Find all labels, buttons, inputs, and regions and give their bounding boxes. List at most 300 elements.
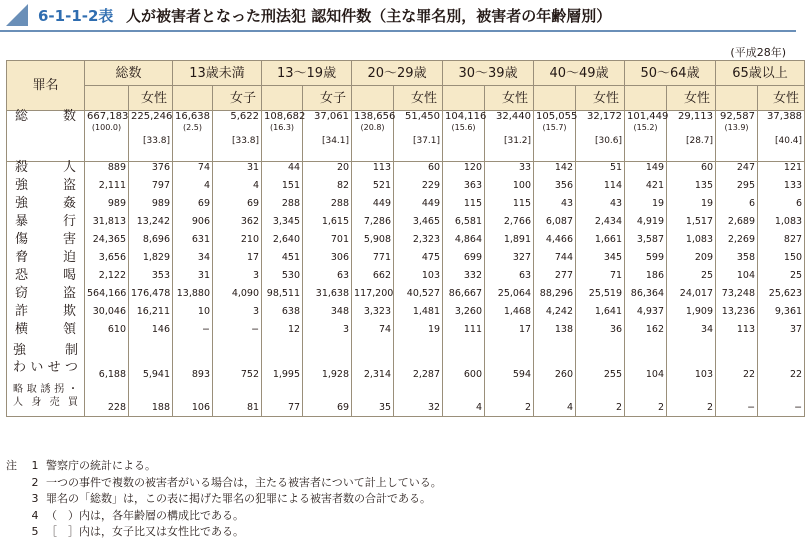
table-cell: 121 (758, 162, 805, 181)
cell-value: 101,449 (627, 111, 669, 122)
table-cell: 228 (85, 383, 129, 417)
header-female-label: 女性 (129, 86, 173, 111)
table-cell: 32 (394, 383, 443, 417)
table-body (7, 111, 805, 417)
table-cell: 69 (173, 198, 213, 216)
table-cell: 31 (213, 162, 262, 181)
table-cell: 17 (485, 324, 534, 342)
table-cell: 19 (667, 198, 716, 216)
table-cell: 2 (485, 383, 534, 417)
cell-value: 29,113 (678, 111, 714, 122)
table-cell: 6,188 (85, 342, 129, 383)
table-cell: 114 (576, 180, 625, 198)
table-cell: 2,269 (716, 234, 758, 252)
table-cell: 111 (443, 324, 485, 342)
cell-ratio: (15.2) (633, 123, 658, 132)
cell-value: 16,638 (175, 111, 211, 122)
header-total-blank (85, 86, 129, 111)
cell-value: 138,656 (354, 111, 396, 122)
table-cell: 4,242 (534, 306, 576, 324)
table-row (7, 342, 805, 383)
table-cell: 162 (625, 324, 667, 342)
table-cell: 210 (213, 234, 262, 252)
table-cell: 2,323 (394, 234, 443, 252)
table-cell: 43 (576, 198, 625, 216)
table-cell (576, 111, 625, 162)
table-cell: 40,527 (394, 288, 443, 306)
row-name: 総数 (7, 111, 85, 162)
table-cell: 51 (576, 162, 625, 181)
table-cell: 3,323 (352, 306, 394, 324)
table-cell: 2,689 (716, 216, 758, 234)
table-cell (213, 111, 262, 162)
table-cell: 74 (173, 162, 213, 181)
table-cell: 1,517 (667, 216, 716, 234)
table-cell: 1,995 (262, 342, 303, 383)
table-row (7, 288, 805, 306)
table-cell (352, 111, 394, 162)
table-cell: 4,466 (534, 234, 576, 252)
unit-label: (平成28年) (730, 46, 786, 59)
table-cell: 60 (667, 162, 716, 181)
table-cell: 356 (534, 180, 576, 198)
header-female-label: 女性 (758, 86, 805, 111)
header-age-group: 13歳未満 (173, 61, 262, 86)
table-cell: 104 (625, 342, 667, 383)
table-cell: 71 (576, 270, 625, 288)
table-cell: 797 (129, 180, 173, 198)
table-number: 6-1-1-2表 (38, 7, 114, 25)
table-cell: 3,656 (85, 252, 129, 270)
table-cell: 288 (303, 198, 352, 216)
table-cell: 631 (173, 234, 213, 252)
table-cell: 345 (576, 252, 625, 270)
table-cell: 13,242 (129, 216, 173, 234)
header-female-label: 女性 (485, 86, 534, 111)
table-cell: 17 (213, 252, 262, 270)
table-cell: 827 (758, 234, 805, 252)
cell-value: 667,183 (87, 111, 129, 122)
table-cell: 2 (667, 383, 716, 417)
table-cell: 63 (485, 270, 534, 288)
header-age-group: 30～39歳 (443, 61, 534, 86)
table-cell: 2,111 (85, 180, 129, 198)
table-cell: 229 (394, 180, 443, 198)
table-cell (394, 111, 443, 162)
table-cell: 6 (758, 198, 805, 216)
table-title: 人が被害者となった刑法犯 認知件数（主な罪名別，被害者の年齢層別） (126, 7, 612, 25)
header-total-blank (173, 86, 213, 111)
table-cell: 5,908 (352, 234, 394, 252)
cell-value: 32,440 (496, 111, 532, 122)
table-cell: 449 (394, 198, 443, 216)
table-cell: 1,909 (667, 306, 716, 324)
table-cell: 188 (129, 383, 173, 417)
cell-female-ratio: [40.4] (774, 136, 803, 146)
table-cell: 4 (443, 383, 485, 417)
table-cell: 31,638 (303, 288, 352, 306)
cell-ratio: (15.6) (451, 123, 476, 132)
cell-female-ratio: [33.8] (231, 136, 260, 146)
table-cell: 906 (173, 216, 213, 234)
table-cell: 4,937 (625, 306, 667, 324)
table-cell: 120 (443, 162, 485, 181)
cell-value: 37,388 (767, 111, 803, 122)
cell-ratio: (16.3) (270, 123, 295, 132)
table-cell: 2,287 (394, 342, 443, 383)
table-cell: 86,364 (625, 288, 667, 306)
table-cell: 22 (716, 342, 758, 383)
table-cell: 332 (443, 270, 485, 288)
table-cell: 7,286 (352, 216, 394, 234)
table-cell: 146 (129, 324, 173, 342)
table-cell: 1,641 (576, 306, 625, 324)
table-cell: 4 (213, 180, 262, 198)
table-cell: 893 (173, 342, 213, 383)
table-cell: 33 (485, 162, 534, 181)
table-cell: 25 (758, 270, 805, 288)
table-cell: 150 (758, 252, 805, 270)
note-item (6, 475, 442, 492)
table-cell: 135 (667, 180, 716, 198)
table-cell: 600 (443, 342, 485, 383)
row-name: 恐喝 (7, 270, 85, 288)
header-age-group: 20～29歳 (352, 61, 443, 86)
table-cell: 358 (716, 252, 758, 270)
table-row (7, 234, 805, 252)
table-cell: 4,919 (625, 216, 667, 234)
table-cell: 19 (625, 198, 667, 216)
table-cell: 9,361 (758, 306, 805, 324)
cell-female-ratio: [31.2] (503, 136, 532, 146)
table-cell: 771 (352, 252, 394, 270)
table-cell: 34 (173, 252, 213, 270)
row-name-line1: 強制 (13, 343, 78, 358)
table-cell (667, 111, 716, 162)
table-cell: 4,864 (443, 234, 485, 252)
table-cell: 20 (303, 162, 352, 181)
table-cell: 176,478 (129, 288, 173, 306)
header-age-group: 50～64歳 (625, 61, 716, 86)
cell-value: 225,246 (131, 111, 173, 122)
table-cell: 662 (352, 270, 394, 288)
table-cell: 12 (262, 324, 303, 342)
table-cell: 1,829 (129, 252, 173, 270)
row-name (7, 342, 85, 383)
header-female-label: 女性 (667, 86, 716, 111)
note-item (6, 491, 442, 508)
table-cell: 521 (352, 180, 394, 198)
table-cell: 113 (716, 324, 758, 342)
table-cell: 86,667 (443, 288, 485, 306)
table-cell: 113 (352, 162, 394, 181)
header-total-blank (352, 86, 394, 111)
notes (6, 458, 442, 541)
table-cell: 255 (576, 342, 625, 383)
row-name (7, 383, 85, 417)
table-cell: 1,661 (576, 234, 625, 252)
table-cell: 2,766 (485, 216, 534, 234)
table-cell: 3 (213, 270, 262, 288)
table-cell: 5,941 (129, 342, 173, 383)
table-cell: 701 (303, 234, 352, 252)
cell-ratio: (2.5) (183, 123, 202, 132)
table-row (7, 198, 805, 216)
cell-female-ratio: [30.6] (594, 136, 623, 146)
table-cell: 103 (667, 342, 716, 383)
header-total-blank (534, 86, 576, 111)
table-cell: 288 (262, 198, 303, 216)
note-item (6, 508, 442, 525)
table-cell (716, 111, 758, 162)
header-total-blank (262, 86, 303, 111)
table-cell: 37 (758, 324, 805, 342)
table-cell (485, 111, 534, 162)
note-text: 警察庁の統計による。 (46, 459, 156, 472)
table-cell: 362 (213, 216, 262, 234)
header-age-group: 13～19歳 (262, 61, 352, 86)
table-cell: 81 (213, 383, 262, 417)
title-rule (0, 30, 796, 32)
table-cell: 60 (394, 162, 443, 181)
statistics-table (6, 60, 805, 417)
table-cell: 475 (394, 252, 443, 270)
table-cell: 1,928 (303, 342, 352, 383)
cell-female-ratio: [28.7] (685, 136, 714, 146)
table-row (7, 216, 805, 234)
note-item (6, 524, 442, 541)
table-cell: 19 (394, 324, 443, 342)
header-total-blank (716, 86, 758, 111)
table-cell (262, 111, 306, 162)
table-cell: 25,064 (485, 288, 534, 306)
table-cell: 277 (534, 270, 576, 288)
table-cell: 2,434 (576, 216, 625, 234)
table-cell: 69 (213, 198, 262, 216)
header-age-group: 総数 (85, 61, 173, 86)
table-row (7, 324, 805, 342)
table-cell: 2 (625, 383, 667, 417)
table-cell: 186 (625, 270, 667, 288)
cell-female-ratio: [33.8] (142, 136, 171, 146)
cell-value: 108,682 (264, 111, 306, 122)
table-cell: 35 (352, 383, 394, 417)
table-cell: 1,468 (485, 306, 534, 324)
table-cell: 2,314 (352, 342, 394, 383)
table-cell: 699 (443, 252, 485, 270)
row-name: 脅迫 (7, 252, 85, 270)
table-cell: 138 (534, 324, 576, 342)
table-cell: 82 (303, 180, 352, 198)
note-text: 一つの事件で複数の被害者がいる場合は，主たる被害者について計上している。 (46, 475, 442, 489)
table-cell: 989 (85, 198, 129, 216)
table-cell: 610 (85, 324, 129, 342)
table-cell: 599 (625, 252, 667, 270)
note-text: 罪名の「総数」は，この表に掲げた罪名の犯罪による被害者数の合計である。 (46, 492, 431, 505)
table-cell: 247 (716, 162, 758, 181)
table-header (7, 61, 805, 111)
table-cell: 115 (485, 198, 534, 216)
table-cell (625, 111, 667, 162)
note-item (6, 458, 442, 475)
table-cell: 149 (625, 162, 667, 181)
table-cell: 295 (716, 180, 758, 198)
cell-ratio: (20.8) (360, 123, 385, 132)
table-row (7, 111, 805, 162)
table-cell: 13,236 (716, 306, 758, 324)
table-cell: 3 (303, 324, 352, 342)
table-cell: 4 (173, 180, 213, 198)
table-cell: 1,481 (394, 306, 443, 324)
table-cell: 142 (534, 162, 576, 181)
header-female-label: 女子 (303, 86, 352, 111)
table-cell: 31,813 (85, 216, 129, 234)
table-cell: 260 (534, 342, 576, 383)
row-name: 強姦 (7, 198, 85, 216)
table-cell: 115 (443, 198, 485, 216)
note-text: ［ ］内は，女子比又は女性比である。 (46, 525, 244, 538)
row-name: 窃盗 (7, 288, 85, 306)
table-cell: 449 (352, 198, 394, 216)
row-name: 暴行 (7, 216, 85, 234)
table-cell: 889 (85, 162, 129, 181)
table-row (7, 252, 805, 270)
table-cell: 594 (485, 342, 534, 383)
table-cell: 306 (303, 252, 352, 270)
cell-value: 92,587 (720, 111, 756, 122)
table-cell: 30,046 (85, 306, 129, 324)
header-total-blank (625, 86, 667, 111)
table-cell: 2,640 (262, 234, 303, 252)
table-cell: 24,017 (667, 288, 716, 306)
table-cell: 4 (534, 383, 576, 417)
table-cell: 100 (485, 180, 534, 198)
table-cell: 989 (129, 198, 173, 216)
table-cell: 16,211 (129, 306, 173, 324)
table-cell: 1,083 (667, 234, 716, 252)
table-cell: 77 (262, 383, 303, 417)
table-cell: 638 (262, 306, 303, 324)
table-cell: 209 (667, 252, 716, 270)
table-cell: 63 (303, 270, 352, 288)
table-cell: 1,615 (303, 216, 352, 234)
table-row (7, 162, 805, 181)
header-crime-name: 罪名 (7, 61, 85, 111)
header-age-group: 65歳以上 (716, 61, 805, 86)
table-cell (129, 111, 173, 162)
cell-ratio: (100.0) (91, 123, 122, 132)
table-cell: 25,623 (758, 288, 805, 306)
table-cell: 10 (173, 306, 213, 324)
table-cell (303, 111, 352, 162)
table-row (7, 306, 805, 324)
table-cell: 327 (485, 252, 534, 270)
cell-value: 5,622 (230, 111, 260, 122)
table-cell: 73,248 (716, 288, 758, 306)
table-cell (173, 111, 213, 162)
table-cell (758, 111, 805, 162)
note-number: 5 (31, 525, 39, 538)
table-cell: 22 (758, 342, 805, 383)
table-cell: 363 (443, 180, 485, 198)
table-cell: 2,122 (85, 270, 129, 288)
header-female-label: 女性 (394, 86, 443, 111)
table-cell: 451 (262, 252, 303, 270)
table-cell: 74 (352, 324, 394, 342)
table-cell: 25 (667, 270, 716, 288)
table-row (7, 383, 805, 417)
table-cell: − (758, 383, 805, 417)
table-row (7, 180, 805, 198)
table-cell: 43 (534, 198, 576, 216)
table-cell: 34 (667, 324, 716, 342)
note-number: 2 (31, 475, 39, 489)
header-age-group: 40～49歳 (534, 61, 625, 86)
table-cell: 8,696 (129, 234, 173, 252)
note-text: （ ）内は，各年齢層の構成比である。 (46, 508, 244, 522)
table-cell: 133 (758, 180, 805, 198)
cell-value: 51,450 (405, 111, 441, 122)
row-name-line2: わいせつ (13, 360, 78, 375)
note-number: 3 (31, 492, 39, 505)
table-cell: 36 (576, 324, 625, 342)
table-cell: − (716, 383, 758, 417)
table-cell: 3 (213, 306, 262, 324)
row-name: 横領 (7, 324, 85, 342)
note-number: 1 (31, 459, 39, 472)
table-cell: 6 (716, 198, 758, 216)
title-triangle-icon (6, 4, 28, 26)
table-cell: 3,345 (262, 216, 303, 234)
cell-value: 104,116 (445, 111, 487, 122)
cell-female-ratio: [37.1] (412, 136, 441, 146)
table-cell: − (213, 324, 262, 342)
table-cell: 353 (129, 270, 173, 288)
row-name: 詐欺 (7, 306, 85, 324)
row-name-line1: 略取誘拐・ (13, 384, 78, 395)
table-cell: 3,465 (394, 216, 443, 234)
table-cell: 31 (173, 270, 213, 288)
header-total-blank (443, 86, 485, 111)
row-name: 強盗 (7, 180, 85, 198)
table-cell: 744 (534, 252, 576, 270)
table-cell: − (173, 324, 213, 342)
table-cell: 348 (303, 306, 352, 324)
header-female-label: 女子 (213, 86, 262, 111)
table-cell: 104 (716, 270, 758, 288)
table-cell: 98,511 (262, 288, 303, 306)
table-cell: 13,880 (173, 288, 213, 306)
table-cell: 2 (576, 383, 625, 417)
row-name: 殺人 (7, 162, 85, 181)
table-cell (85, 111, 129, 162)
table-cell: 106 (173, 383, 213, 417)
table-cell: 376 (129, 162, 173, 181)
table-cell: 151 (262, 180, 303, 198)
title-bar (0, 0, 796, 34)
table-cell: 25,519 (576, 288, 625, 306)
table-cell: 564,166 (85, 288, 129, 306)
table-cell (443, 111, 485, 162)
table-cell (534, 111, 576, 162)
table-cell: 88,296 (534, 288, 576, 306)
note-prefix: 注 (6, 459, 17, 472)
table-cell: 752 (213, 342, 262, 383)
cell-ratio: (13.9) (724, 123, 749, 132)
table-cell: 3,260 (443, 306, 485, 324)
table-cell: 6,087 (534, 216, 576, 234)
table-cell: 6,581 (443, 216, 485, 234)
